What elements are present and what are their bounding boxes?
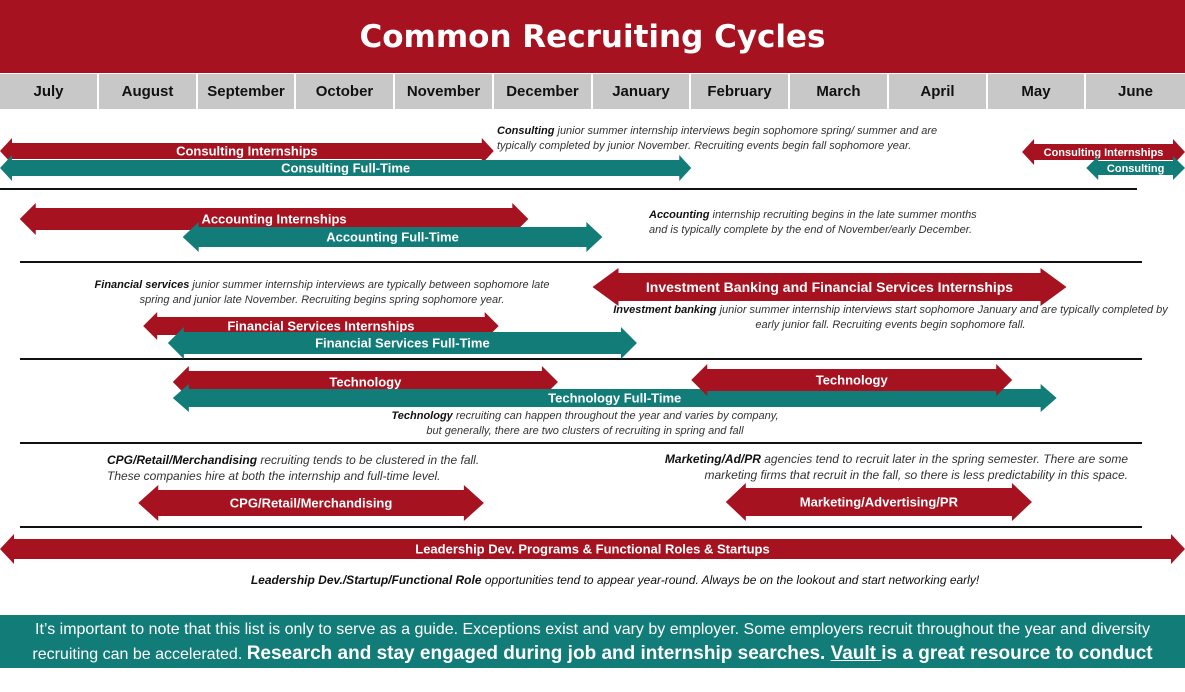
footer-line2-bold-b: is a great resource to conduct research.	[550, 643, 1153, 689]
note-cpg	[107, 452, 479, 484]
page-title: Common Recruiting Cycles	[0, 0, 1185, 73]
note-leadership	[0, 573, 1185, 587]
note-investment-banking	[598, 303, 1183, 333]
footer-disclaimer	[0, 615, 1185, 689]
footer-line2-bold-a: Research and stay engaged during job and internship searches.	[246, 643, 831, 664]
arrow-label: CPG/Retail/Merchandising	[229, 495, 393, 511]
month-january: January	[593, 74, 689, 109]
footer-line2	[0, 642, 1185, 692]
footer-line2-normal: recruiting can be accelerated.	[32, 646, 247, 663]
note-marketing	[640, 451, 1128, 483]
recruiting-timeline	[0, 110, 1185, 615]
arrow-label: Leadership Dev. Programs & Functional Roles & Startups	[415, 541, 770, 557]
note-consulting-line1: junior summer internship interviews begin sophomore spring/ summer and are	[554, 125, 938, 137]
note-consulting	[497, 124, 937, 154]
note-leadership-bold: Leadership Dev./Startup/Functional Role	[250, 573, 482, 587]
month-october: October	[296, 74, 393, 109]
note-cpg-line2: These companies hire at both the internship and full-time level.	[107, 469, 441, 483]
arrow-leadership-dev-programs-functional-roles-startups	[0, 534, 1185, 564]
note-technology-line2: but generally, there are two clusters of recruiting in spring and fall	[426, 425, 744, 437]
arrow-label: Marketing/Advertising/PR	[799, 494, 958, 510]
month-march: March	[790, 74, 887, 109]
note-financial-bold: Financial services	[94, 279, 190, 291]
arrow-label: Consulting Full-Time	[281, 160, 411, 176]
month-may: May	[988, 74, 1084, 109]
note-accounting-line2: and is typically complete by the end of November/early December.	[649, 224, 973, 236]
note-accounting	[649, 208, 977, 238]
note-accounting-bold: Accounting	[649, 209, 710, 221]
note-ib-bold: Investment banking	[613, 304, 717, 316]
arrow-label: Consulting Internships	[1043, 146, 1164, 159]
arrow-label: Technology	[329, 374, 402, 390]
arrow-label: Technology	[815, 372, 888, 388]
arrow-cpg-retail-merchandising	[138, 485, 484, 521]
arrow-marketing-advertising-pr	[726, 483, 1032, 521]
note-technology-bold: Technology	[391, 410, 453, 422]
month-april: April	[889, 74, 986, 109]
note-marketing-bold: Marketing/Ad/PR	[664, 452, 761, 466]
note-ib-line2: early junior fall. Recruiting events begin sophomore fall.	[755, 319, 1026, 331]
month-december: December	[494, 74, 591, 109]
note-cpg-line1: recruiting tends to be clustered in the fall.	[257, 453, 480, 467]
arrow-label: Consulting	[1106, 162, 1165, 175]
arrow-label: Consulting Internships	[176, 143, 318, 159]
note-technology	[380, 409, 790, 439]
month-june: June	[1086, 74, 1185, 109]
vault-link[interactable]: Vault	[830, 643, 882, 664]
note-consulting-line2: typically completed by junior November. Recruiting events begin fall sophomore year.	[497, 140, 912, 152]
note-cpg-bold: CPG/Retail/Merchandising	[107, 453, 258, 467]
arrow-label: Investment Banking and Financial Services Internships	[645, 279, 1014, 296]
arrow-label: Technology Full-Time	[548, 390, 682, 406]
month-november: November	[395, 74, 492, 109]
note-marketing-line2: marketing firms that recruit in the fall, so there is less predictability in this space.	[704, 468, 1128, 482]
note-financial-line1: junior summer internship interviews are typically between sophomore late	[189, 279, 550, 291]
arrow-label: Accounting Internships	[201, 211, 347, 227]
note-accounting-line1: internship recruiting begins in the late summer months	[709, 209, 977, 221]
month-july: July	[0, 74, 97, 109]
note-financial-line2: spring and junior late November. Recruiting begins spring sophomore year.	[139, 294, 505, 306]
note-leadership-text: opportunities tend to appear year-round. Always be on the lookout and start networking early!	[481, 573, 980, 587]
note-financial	[82, 278, 562, 308]
footer-line1: It’s important to note that this list is only to serve as a guide. Exceptions exist and vary by employer. Some employers recruit throughout the year and diversity	[35, 621, 1150, 638]
note-ib-line1: junior summer internship interviews start sophomore January and are typically completed by	[716, 304, 1168, 316]
month-header-row	[0, 74, 1185, 109]
note-marketing-line1: agencies tend to recruit later in the spring semester. There are some	[760, 452, 1128, 466]
month-september: September	[198, 74, 294, 109]
arrow-investment-banking-and-financial-services-internships	[593, 268, 1067, 306]
arrow-label: Financial Services Full-Time	[315, 335, 490, 351]
month-august: August	[99, 74, 196, 109]
note-consulting-bold: Consulting	[497, 125, 555, 137]
arrow-label: Accounting Full-Time	[326, 229, 459, 245]
note-technology-line1: recruiting can happen throughout the year and varies by company,	[452, 410, 779, 422]
month-february: February	[691, 74, 788, 109]
arrow-label: Financial Services Internships	[227, 318, 415, 334]
